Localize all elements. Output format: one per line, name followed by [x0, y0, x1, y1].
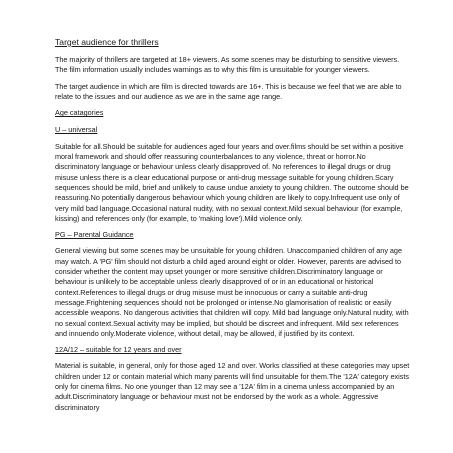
section-heading-12a: 12A/12 – suitable for 12 years and over: [55, 345, 182, 355]
section-heading-u: U – universal: [55, 125, 98, 135]
age-categories-heading: Age catagories: [55, 108, 104, 118]
section-body-u: Suitable for all.Should be suitable for audiences aged four years and over.films should be set within a positive moral framework and should offer reassuring counterbalances to any violence, threat or horror.No discriminatory language or behaviour unless clearly disapproved of. No references to illegal drugs or drug misuse unless there is a clear educational purpose or anti-drug message suitable for young children.Scary sequences should be mild, brief and unlikely to cause undue anxiety to young children. The outcome should be reassuring.No potentially dangerous behaviour which young children are likely to copy.Infrequent use only of very mild bad language.Occasional natural nudity, with no sexual context.Mild sexual behaviour (for example, kissing) and references only (for example, to 'making love').Mild violence only.: [55, 141, 409, 223]
intro-paragraph-2: The target audience in which are film is directed towards are 16+. This is because we feel that we are able to relate to the issues and our audience as we are in the same age range.: [55, 81, 402, 101]
document-title: Target audience for thrillers: [55, 37, 159, 47]
section-heading-pg: PG – Parental Guidance: [55, 230, 134, 240]
section-body-pg: General viewing but some scenes may be unsuitable for young children. Unaccompanied children of any age may watch. A 'PG' film should not disturb a child aged around eight or older. However, parents are advised to consider whether the content may upset younger or more sensitive children.Discriminatory language or behaviour is unlikely to be acceptable unless clearly disapproved of or in an educational or historical context.References to illegal drugs or drug misuse must be innocuous or carry a suitable anti-drug message.Frightening sequences should not be prolonged or intense.No glamorisation of realistic or easily accessible weapons. No dangerous activities that children will copy. Mild bad language only.Natural nudity, with no sexual context.Sexual activity may be implied, but should be discreet and infrequent. Mild sex references and innuendo only.Moderate violence, without detail, may be allowed, if justified by its context.: [55, 246, 409, 338]
intro-paragraph-1: The majority of thrillers are targeted at 18+ viewers. As some scenes may be disturbing to sensitive viewers. The film information usually includes warnings as to why this film is unsuitable for younger viewers.: [55, 55, 400, 75]
section-body-12a: Material is suitable, in general, only for those aged 12 and over. Works classified at these categories may upset children under 12 or contain material which many parents will find unsuitable for them.The '12A' category exists only for cinema films. No one younger than 12 may see a '12A' film in a cinema unless accompanied by an adult.Discriminatory language or behaviour must not be endorsed by the work as a whole. Aggressive discriminatory: [55, 361, 410, 412]
